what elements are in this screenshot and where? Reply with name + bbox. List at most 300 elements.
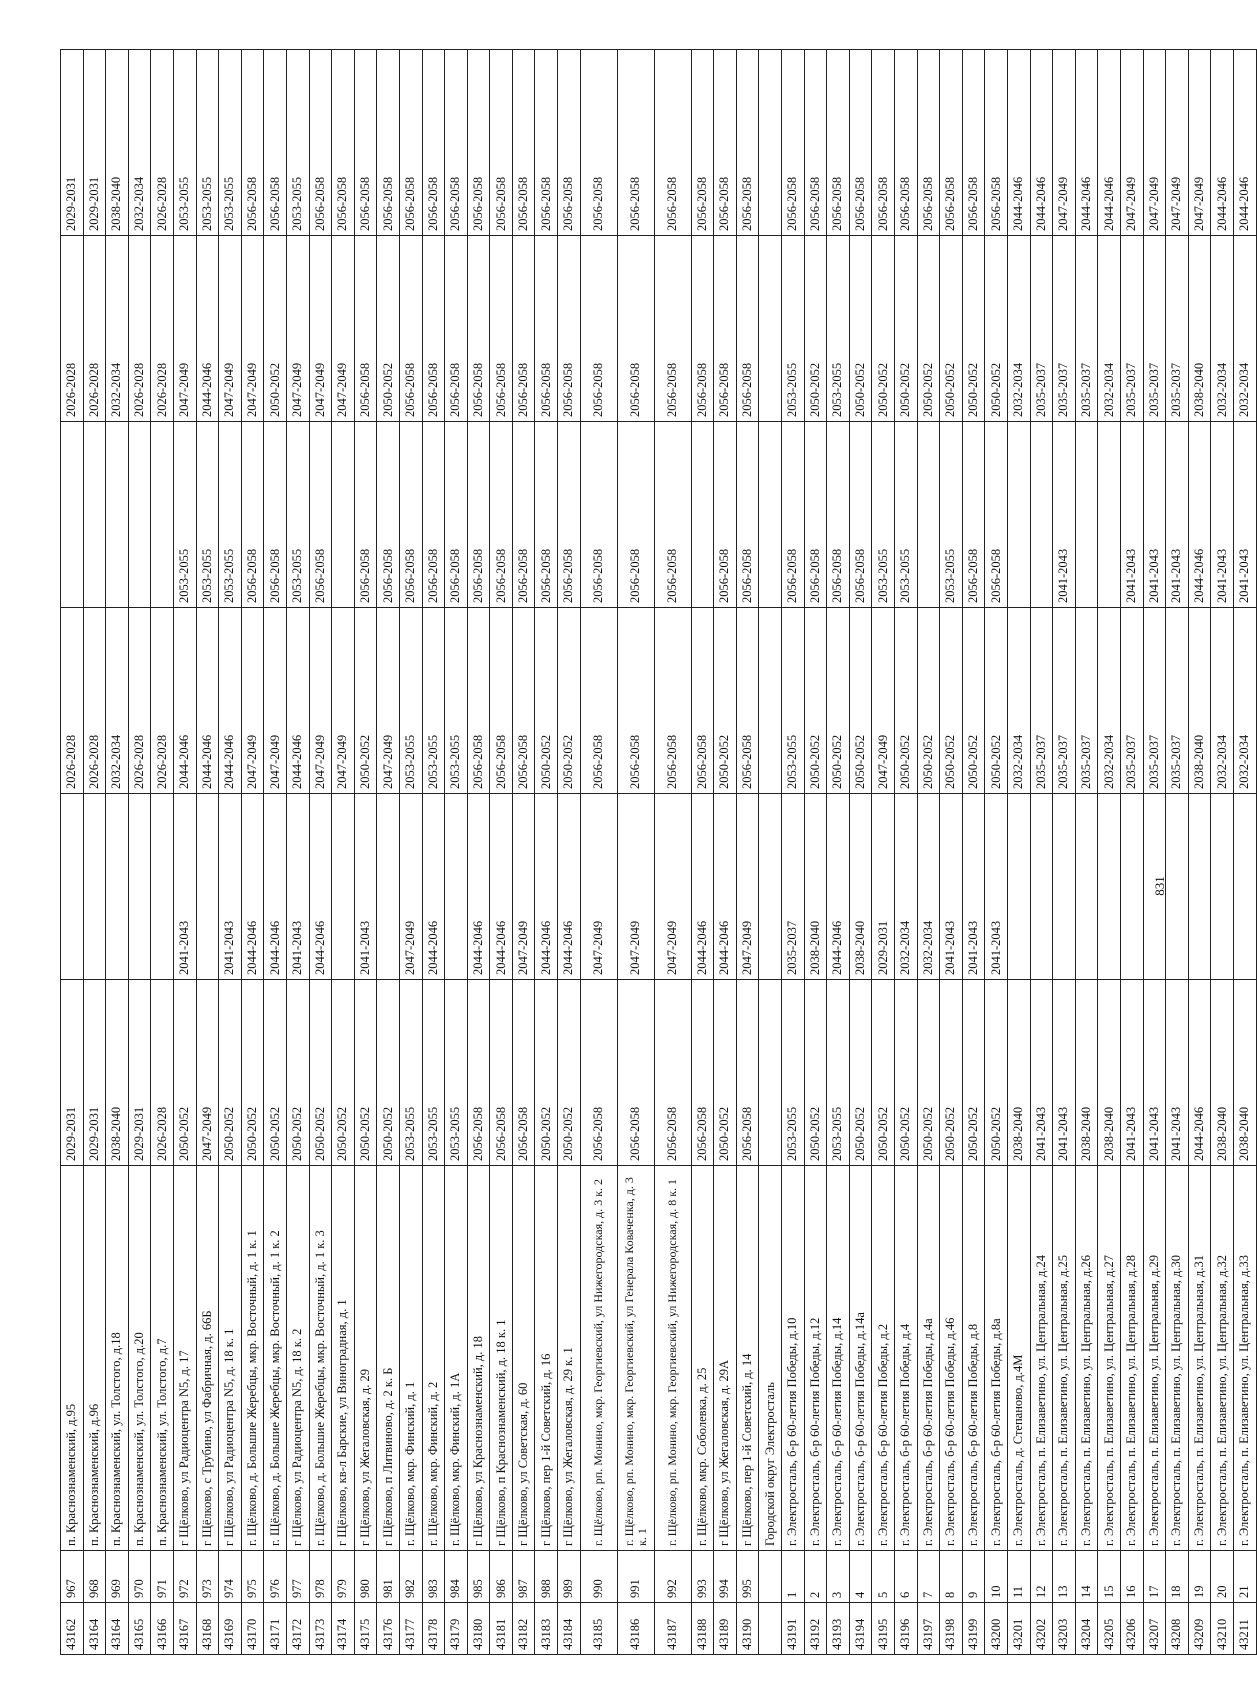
table-row bbox=[962, 50, 985, 1655]
number-cell: 973 bbox=[196, 1551, 219, 1603]
address-cell: г. Электросталь, п. Елизаветино, ул. Центральная, д.24 bbox=[1030, 1166, 1053, 1551]
period-3-cell: 2044-2046 bbox=[173, 608, 196, 794]
period-3-cell: 2026-2028 bbox=[128, 608, 151, 794]
period-2-cell: 2044-2046 bbox=[490, 794, 513, 980]
table-row bbox=[1007, 50, 1030, 1655]
period-1-cell: 2038-2040 bbox=[1075, 980, 1098, 1166]
period-5-cell: 2026-2028 bbox=[61, 236, 84, 422]
table-row bbox=[61, 50, 84, 1655]
period-5-cell: 2050-2052 bbox=[985, 236, 1008, 422]
table-row bbox=[106, 50, 129, 1655]
number-cell: 5 bbox=[872, 1551, 895, 1603]
period-5-cell: 2047-2049 bbox=[309, 236, 332, 422]
table-row bbox=[1098, 50, 1121, 1655]
period-3-cell: 2044-2046 bbox=[196, 608, 219, 794]
period-6-cell: 2053-2055 bbox=[196, 50, 219, 236]
period-5-cell: 2056-2058 bbox=[490, 236, 513, 422]
period-4-cell: 2056-2058 bbox=[241, 422, 264, 608]
period-5-cell: 2056-2058 bbox=[445, 236, 468, 422]
number-cell: 991 bbox=[617, 1551, 654, 1603]
period-6-cell: 2056-2058 bbox=[985, 50, 1008, 236]
period-6-cell: 2056-2058 bbox=[332, 50, 355, 236]
period-6-cell: 2056-2058 bbox=[445, 50, 468, 236]
period-5-cell: 2050-2052 bbox=[377, 236, 400, 422]
period-3-cell: 2032-2034 bbox=[1098, 608, 1121, 794]
period-3-cell: 2038-2040 bbox=[1188, 608, 1211, 794]
number-cell: 21 bbox=[1233, 1551, 1256, 1603]
table-row bbox=[1211, 50, 1234, 1655]
period-5-cell: 2032-2034 bbox=[106, 236, 129, 422]
period-1-cell: 2050-2052 bbox=[940, 980, 963, 1166]
period-3-cell: 2050-2052 bbox=[558, 608, 581, 794]
period-4-cell bbox=[83, 422, 106, 608]
period-2-cell bbox=[1211, 794, 1234, 980]
id-cell: 43209 bbox=[1188, 1603, 1211, 1655]
period-1-cell: 2041-2043 bbox=[1166, 980, 1189, 1166]
number-cell: 17 bbox=[1143, 1551, 1166, 1603]
period-4-cell: 2041-2043 bbox=[1120, 422, 1143, 608]
id-cell: 43164 bbox=[83, 1603, 106, 1655]
period-1-cell: 2050-2052 bbox=[264, 980, 287, 1166]
period-2-cell bbox=[106, 794, 129, 980]
address-cell: г. Щёлково, рп. Монино, мкр. Георгиевский, ул Нижегородская, д. 3 к. 2 bbox=[580, 1166, 617, 1551]
address-cell: г. Щёлково, мкр. Соболевка, д. 25 bbox=[691, 1166, 714, 1551]
address-cell: г Щёлково, п Литвиново, д. 2 к. Б bbox=[377, 1166, 400, 1551]
period-4-cell: 2056-2058 bbox=[354, 422, 377, 608]
period-4-cell: 2053-2055 bbox=[196, 422, 219, 608]
period-2-cell: 2041-2043 bbox=[219, 794, 242, 980]
id-cell: 43204 bbox=[1075, 1603, 1098, 1655]
period-5-cell: 2026-2028 bbox=[83, 236, 106, 422]
period-2-cell: 2047-2049 bbox=[399, 794, 422, 980]
number-cell: 6 bbox=[895, 1551, 918, 1603]
period-1-cell: 2050-2052 bbox=[377, 980, 400, 1166]
period-3-cell bbox=[759, 608, 782, 794]
table-row bbox=[804, 50, 827, 1655]
period-3-cell: 2026-2028 bbox=[61, 608, 84, 794]
period-6-cell: 2044-2046 bbox=[1098, 50, 1121, 236]
address-cell: Городской округ Электросталь bbox=[759, 1166, 782, 1551]
number-cell: 972 bbox=[173, 1551, 196, 1603]
period-1-cell: 2056-2058 bbox=[617, 980, 654, 1166]
number-cell: 978 bbox=[309, 1551, 332, 1603]
period-2-cell: 2041-2043 bbox=[286, 794, 309, 980]
table-row bbox=[490, 50, 513, 1655]
table-row bbox=[1143, 50, 1166, 1655]
period-2-cell bbox=[1188, 794, 1211, 980]
period-1-cell: 2050-2052 bbox=[962, 980, 985, 1166]
id-cell: 43206 bbox=[1120, 1603, 1143, 1655]
number-cell: 8 bbox=[940, 1551, 963, 1603]
table-row bbox=[467, 50, 490, 1655]
period-2-cell bbox=[196, 794, 219, 980]
period-6-cell: 2044-2046 bbox=[1211, 50, 1234, 236]
period-4-cell: 2041-2043 bbox=[1143, 422, 1166, 608]
period-2-cell bbox=[377, 794, 400, 980]
address-cell: г. Электросталь, п. Елизаветино, ул. Центральная, д.25 bbox=[1053, 1166, 1076, 1551]
id-cell: 43173 bbox=[309, 1603, 332, 1655]
period-6-cell: 2056-2058 bbox=[940, 50, 963, 236]
page-number: 831 bbox=[1152, 876, 1167, 896]
period-1-cell: 2050-2052 bbox=[332, 980, 355, 1166]
period-6-cell: 2056-2058 bbox=[895, 50, 918, 236]
period-1-cell: 2029-2031 bbox=[61, 980, 84, 1166]
number-cell: 9 bbox=[962, 1551, 985, 1603]
period-4-cell: 2056-2058 bbox=[377, 422, 400, 608]
number-cell: 7 bbox=[917, 1551, 940, 1603]
period-4-cell: 2053-2055 bbox=[872, 422, 895, 608]
period-3-cell: 2035-2037 bbox=[1166, 608, 1189, 794]
period-1-cell bbox=[759, 980, 782, 1166]
period-6-cell: 2047-2049 bbox=[1120, 50, 1143, 236]
address-cell: г. Щёлково, д. Большие Жеребцы, мкр. Восточный, д. 1 к. 1 bbox=[241, 1166, 264, 1551]
period-1-cell: 2053-2055 bbox=[782, 980, 805, 1166]
address-cell: г Щёлково, п Краснознаменский, д. 18 к. 1 bbox=[490, 1166, 513, 1551]
id-cell: 43186 bbox=[617, 1603, 654, 1655]
period-5-cell: 2050-2052 bbox=[849, 236, 872, 422]
period-2-cell: 2038-2040 bbox=[849, 794, 872, 980]
table-row bbox=[1030, 50, 1053, 1655]
address-cell: г. Щёлково, мкр. Финский, д. 1 bbox=[399, 1166, 422, 1551]
table-row bbox=[264, 50, 287, 1655]
period-3-cell: 2053-2055 bbox=[422, 608, 445, 794]
period-3-cell: 2026-2028 bbox=[83, 608, 106, 794]
period-5-cell bbox=[759, 236, 782, 422]
table-row bbox=[354, 50, 377, 1655]
number-cell bbox=[759, 1551, 782, 1603]
address-cell: г Щёлково, ул Краснознаменский, д. 18 bbox=[467, 1166, 490, 1551]
number-cell: 992 bbox=[654, 1551, 691, 1603]
period-6-cell: 2056-2058 bbox=[654, 50, 691, 236]
table-row bbox=[782, 50, 805, 1655]
table-row bbox=[872, 50, 895, 1655]
period-5-cell: 2050-2052 bbox=[264, 236, 287, 422]
period-1-cell: 2047-2049 bbox=[196, 980, 219, 1166]
period-6-cell: 2044-2046 bbox=[1233, 50, 1256, 236]
table-row bbox=[1053, 50, 1076, 1655]
id-cell: 43178 bbox=[422, 1603, 445, 1655]
address-cell: г. Электросталь, б-р 60-летия Победы, д.14 bbox=[827, 1166, 850, 1551]
table-row bbox=[1166, 50, 1189, 1655]
address-cell: г. Электросталь, б-р 60-летия Победы, д.4 bbox=[895, 1166, 918, 1551]
id-cell: 43195 bbox=[872, 1603, 895, 1655]
number-cell: 986 bbox=[490, 1551, 513, 1603]
id-cell: 43191 bbox=[782, 1603, 805, 1655]
period-3-cell: 2050-2052 bbox=[962, 608, 985, 794]
table-row bbox=[377, 50, 400, 1655]
id-cell bbox=[759, 1603, 782, 1655]
address-cell: г. Щёлково, рп. Монино, мкр. Георгиевский, ул Генерала Коваченка, д. 3 к. 1 bbox=[617, 1166, 654, 1551]
address-cell: г. Электросталь, п. Елизаветино, ул. Центральная, д.31 bbox=[1188, 1166, 1211, 1551]
number-cell: 4 bbox=[849, 1551, 872, 1603]
period-3-cell: 2056-2058 bbox=[736, 608, 759, 794]
id-cell: 43177 bbox=[399, 1603, 422, 1655]
period-4-cell bbox=[917, 422, 940, 608]
number-cell: 971 bbox=[151, 1551, 174, 1603]
period-1-cell: 2050-2052 bbox=[241, 980, 264, 1166]
period-4-cell bbox=[759, 422, 782, 608]
number-cell: 985 bbox=[467, 1551, 490, 1603]
period-2-cell bbox=[128, 794, 151, 980]
period-5-cell: 2056-2058 bbox=[691, 236, 714, 422]
period-3-cell: 2050-2052 bbox=[917, 608, 940, 794]
period-3-cell: 2050-2052 bbox=[804, 608, 827, 794]
period-5-cell: 2050-2052 bbox=[872, 236, 895, 422]
table-row bbox=[827, 50, 850, 1655]
period-2-cell: 2041-2043 bbox=[354, 794, 377, 980]
document-sheet bbox=[60, 50, 1252, 1655]
period-3-cell: 2047-2049 bbox=[872, 608, 895, 794]
id-cell: 43193 bbox=[827, 1603, 850, 1655]
period-6-cell: 2056-2058 bbox=[490, 50, 513, 236]
period-6-cell: 2056-2058 bbox=[917, 50, 940, 236]
period-5-cell: 2056-2058 bbox=[399, 236, 422, 422]
number-cell: 11 bbox=[1007, 1551, 1030, 1603]
period-6-cell: 2038-2040 bbox=[106, 50, 129, 236]
period-2-cell: 2044-2046 bbox=[309, 794, 332, 980]
number-cell: 981 bbox=[377, 1551, 400, 1603]
period-6-cell: 2056-2058 bbox=[691, 50, 714, 236]
period-4-cell: 2056-2058 bbox=[736, 422, 759, 608]
period-3-cell: 2035-2037 bbox=[1143, 608, 1166, 794]
period-6-cell: 2047-2049 bbox=[1053, 50, 1076, 236]
id-cell: 43201 bbox=[1007, 1603, 1030, 1655]
period-5-cell: 2056-2058 bbox=[714, 236, 737, 422]
period-3-cell: 2032-2034 bbox=[1211, 608, 1234, 794]
period-2-cell: 2044-2046 bbox=[535, 794, 558, 980]
period-6-cell: 2056-2058 bbox=[782, 50, 805, 236]
period-3-cell: 2032-2034 bbox=[1007, 608, 1030, 794]
table-row bbox=[535, 50, 558, 1655]
period-3-cell: 2047-2049 bbox=[332, 608, 355, 794]
period-4-cell bbox=[151, 422, 174, 608]
address-cell: г. Электросталь, п. Елизаветино, ул. Центральная, д.30 bbox=[1166, 1166, 1189, 1551]
period-6-cell: 2056-2058 bbox=[714, 50, 737, 236]
address-cell: г Щёлково, ул Радиоцентра N5, д. 18 к. 2 bbox=[286, 1166, 309, 1551]
period-1-cell: 2056-2058 bbox=[512, 980, 535, 1166]
period-1-cell: 2041-2043 bbox=[1143, 980, 1166, 1166]
period-3-cell: 2035-2037 bbox=[1120, 608, 1143, 794]
address-cell: г. Электросталь, б-р 60-летия Победы, д.8 bbox=[962, 1166, 985, 1551]
address-cell: п. Краснознаменский, д.96 bbox=[83, 1166, 106, 1551]
period-1-cell: 2029-2031 bbox=[128, 980, 151, 1166]
number-cell: 987 bbox=[512, 1551, 535, 1603]
table-row bbox=[196, 50, 219, 1655]
address-cell: г Щёлково, пер 1-й Советский, д. 16 bbox=[535, 1166, 558, 1551]
period-4-cell: 2056-2058 bbox=[309, 422, 332, 608]
address-cell: г. Электросталь, б-р 60-летия Победы, д.4а bbox=[917, 1166, 940, 1551]
id-cell: 43200 bbox=[985, 1603, 1008, 1655]
period-6-cell: 2056-2058 bbox=[422, 50, 445, 236]
period-1-cell: 2050-2052 bbox=[849, 980, 872, 1166]
number-cell: 994 bbox=[714, 1551, 737, 1603]
id-cell: 43174 bbox=[332, 1603, 355, 1655]
period-2-cell bbox=[83, 794, 106, 980]
period-5-cell: 2035-2037 bbox=[1030, 236, 1053, 422]
id-cell: 43188 bbox=[691, 1603, 714, 1655]
period-2-cell bbox=[445, 794, 468, 980]
number-cell: 16 bbox=[1120, 1551, 1143, 1603]
period-1-cell: 2029-2031 bbox=[83, 980, 106, 1166]
id-cell: 43202 bbox=[1030, 1603, 1053, 1655]
period-5-cell: 2035-2037 bbox=[1166, 236, 1189, 422]
period-6-cell: 2044-2046 bbox=[1007, 50, 1030, 236]
period-4-cell: 2056-2058 bbox=[467, 422, 490, 608]
period-5-cell: 2032-2034 bbox=[1007, 236, 1030, 422]
address-cell: г. Щёлково, д. Большие Жеребцы, мкр. Восточный, д. 1 к. 2 bbox=[264, 1166, 287, 1551]
period-2-cell: 2044-2046 bbox=[827, 794, 850, 980]
period-1-cell: 2050-2052 bbox=[804, 980, 827, 1166]
period-1-cell: 2050-2052 bbox=[354, 980, 377, 1166]
period-5-cell: 2032-2034 bbox=[1233, 236, 1256, 422]
period-6-cell: 2056-2058 bbox=[399, 50, 422, 236]
period-1-cell: 2044-2046 bbox=[1188, 980, 1211, 1166]
period-4-cell: 2056-2058 bbox=[490, 422, 513, 608]
id-cell: 43181 bbox=[490, 1603, 513, 1655]
number-cell: 15 bbox=[1098, 1551, 1121, 1603]
address-cell: г. Электросталь, п. Елизаветино, ул. Центральная, д.28 bbox=[1120, 1166, 1143, 1551]
number-cell: 2 bbox=[804, 1551, 827, 1603]
period-1-cell: 2038-2040 bbox=[1233, 980, 1256, 1166]
period-6-cell: 2047-2049 bbox=[1188, 50, 1211, 236]
id-cell: 43192 bbox=[804, 1603, 827, 1655]
period-2-cell bbox=[759, 794, 782, 980]
address-cell: г. Электросталь, п. Елизаветино, ул. Центральная, д.29 bbox=[1143, 1166, 1166, 1551]
period-3-cell: 2056-2058 bbox=[691, 608, 714, 794]
period-5-cell: 2035-2037 bbox=[1120, 236, 1143, 422]
number-cell: 983 bbox=[422, 1551, 445, 1603]
period-6-cell: 2047-2049 bbox=[1166, 50, 1189, 236]
period-4-cell: 2041-2043 bbox=[1166, 422, 1189, 608]
period-2-cell: 2029-2031 bbox=[872, 794, 895, 980]
period-2-cell: 2032-2034 bbox=[917, 794, 940, 980]
period-6-cell: 2056-2058 bbox=[580, 50, 617, 236]
address-cell: г. Электросталь, д. Степаново, д.4М bbox=[1007, 1166, 1030, 1551]
period-4-cell: 2053-2055 bbox=[940, 422, 963, 608]
address-cell: г Щёлково, кв-л Барские, ул Виноградная, д. 1 bbox=[332, 1166, 355, 1551]
period-3-cell: 2056-2058 bbox=[617, 608, 654, 794]
period-4-cell: 2056-2058 bbox=[512, 422, 535, 608]
period-3-cell: 2044-2046 bbox=[219, 608, 242, 794]
period-2-cell: 2044-2046 bbox=[691, 794, 714, 980]
period-5-cell: 2050-2052 bbox=[940, 236, 963, 422]
number-cell: 19 bbox=[1188, 1551, 1211, 1603]
number-cell: 990 bbox=[580, 1551, 617, 1603]
number-cell: 979 bbox=[332, 1551, 355, 1603]
id-cell: 43176 bbox=[377, 1603, 400, 1655]
address-cell: г Щёлково, пер 1-й Советский, д. 14 bbox=[736, 1166, 759, 1551]
period-5-cell: 2032-2034 bbox=[1098, 236, 1121, 422]
table-row bbox=[422, 50, 445, 1655]
period-4-cell: 2056-2058 bbox=[399, 422, 422, 608]
table-row bbox=[1233, 50, 1256, 1655]
table-row bbox=[580, 50, 617, 1655]
period-1-cell: 2050-2052 bbox=[872, 980, 895, 1166]
address-cell: г. Электросталь, б-р 60-летия Победы, д.8а bbox=[985, 1166, 1008, 1551]
number-cell: 984 bbox=[445, 1551, 468, 1603]
period-2-cell: 2044-2046 bbox=[264, 794, 287, 980]
period-5-cell: 2047-2049 bbox=[241, 236, 264, 422]
period-2-cell: 2041-2043 bbox=[985, 794, 1008, 980]
period-2-cell: 2044-2046 bbox=[467, 794, 490, 980]
number-cell: 967 bbox=[61, 1551, 84, 1603]
period-4-cell: 2056-2058 bbox=[580, 422, 617, 608]
number-cell: 969 bbox=[106, 1551, 129, 1603]
period-1-cell: 2050-2052 bbox=[895, 980, 918, 1166]
period-6-cell: 2044-2046 bbox=[1030, 50, 1053, 236]
id-cell: 43175 bbox=[354, 1603, 377, 1655]
period-2-cell: 2047-2049 bbox=[654, 794, 691, 980]
number-cell: 1 bbox=[782, 1551, 805, 1603]
period-4-cell: 2044-2046 bbox=[1188, 422, 1211, 608]
period-3-cell: 2035-2037 bbox=[1053, 608, 1076, 794]
schedule-table bbox=[60, 49, 1257, 1655]
period-1-cell: 2056-2058 bbox=[580, 980, 617, 1166]
period-2-cell bbox=[1166, 794, 1189, 980]
period-4-cell: 2056-2058 bbox=[962, 422, 985, 608]
address-cell: п. Краснознаменский, д.95 bbox=[61, 1166, 84, 1551]
period-2-cell bbox=[1007, 794, 1030, 980]
address-cell: г. Электросталь, б-р 60-летия Победы, д.46 bbox=[940, 1166, 963, 1551]
table-row bbox=[1075, 50, 1098, 1655]
id-cell: 43167 bbox=[173, 1603, 196, 1655]
table-row bbox=[219, 50, 242, 1655]
period-6-cell: 2056-2058 bbox=[736, 50, 759, 236]
address-cell: г Щёлково, ул Жегаловская, д. 29А bbox=[714, 1166, 737, 1551]
table-row bbox=[151, 50, 174, 1655]
period-2-cell: 2041-2043 bbox=[940, 794, 963, 980]
period-1-cell: 2038-2040 bbox=[1007, 980, 1030, 1166]
period-3-cell: 2056-2058 bbox=[580, 608, 617, 794]
period-5-cell: 2056-2058 bbox=[580, 236, 617, 422]
id-cell: 43171 bbox=[264, 1603, 287, 1655]
period-2-cell: 2041-2043 bbox=[962, 794, 985, 980]
period-6-cell: 2056-2058 bbox=[804, 50, 827, 236]
period-3-cell: 2044-2046 bbox=[286, 608, 309, 794]
address-cell: г. Электросталь, б-р 60-летия Победы, д.12 bbox=[804, 1166, 827, 1551]
id-cell: 43168 bbox=[196, 1603, 219, 1655]
id-cell: 43194 bbox=[849, 1603, 872, 1655]
period-6-cell: 2044-2046 bbox=[1075, 50, 1098, 236]
period-5-cell: 2050-2052 bbox=[804, 236, 827, 422]
period-3-cell: 2050-2052 bbox=[985, 608, 1008, 794]
period-6-cell: 2053-2055 bbox=[286, 50, 309, 236]
period-5-cell: 2050-2052 bbox=[917, 236, 940, 422]
period-1-cell: 2050-2052 bbox=[714, 980, 737, 1166]
period-5-cell: 2053-2055 bbox=[827, 236, 850, 422]
period-1-cell: 2053-2055 bbox=[422, 980, 445, 1166]
period-2-cell: 2032-2034 bbox=[895, 794, 918, 980]
period-5-cell: 2050-2052 bbox=[895, 236, 918, 422]
address-cell: г. Щёлково, рп. Монино, мкр. Георгиевский, ул Нижегородская, д. 8 к. 1 bbox=[654, 1166, 691, 1551]
table-row bbox=[917, 50, 940, 1655]
table-row bbox=[309, 50, 332, 1655]
period-5-cell: 2047-2049 bbox=[173, 236, 196, 422]
table-row bbox=[849, 50, 872, 1655]
period-5-cell: 2026-2028 bbox=[151, 236, 174, 422]
period-1-cell: 2053-2055 bbox=[445, 980, 468, 1166]
period-5-cell: 2038-2040 bbox=[1188, 236, 1211, 422]
period-4-cell: 2053-2055 bbox=[173, 422, 196, 608]
period-6-cell: 2032-2034 bbox=[128, 50, 151, 236]
period-5-cell: 2047-2049 bbox=[219, 236, 242, 422]
period-1-cell: 2050-2052 bbox=[173, 980, 196, 1166]
id-cell: 43180 bbox=[467, 1603, 490, 1655]
period-4-cell bbox=[128, 422, 151, 608]
address-cell: г. Электросталь, б-р 60-летия Победы, д.10 bbox=[782, 1166, 805, 1551]
period-1-cell: 2056-2058 bbox=[736, 980, 759, 1166]
period-5-cell: 2035-2037 bbox=[1075, 236, 1098, 422]
